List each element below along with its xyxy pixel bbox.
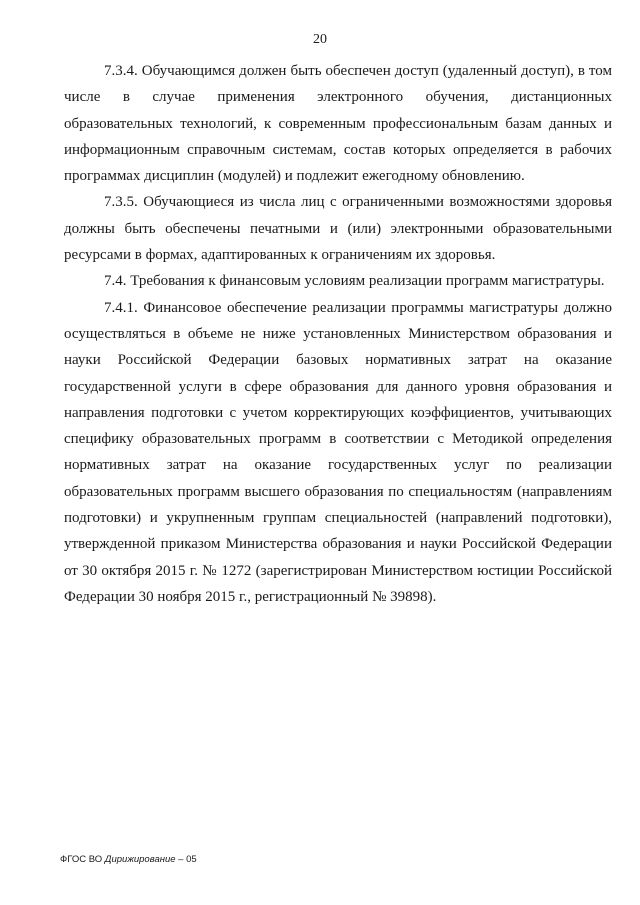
footer-prefix: ФГОС ВО	[60, 854, 105, 865]
footer-suffix: – 05	[175, 854, 197, 865]
paragraph-7-4-1: 7.4.1. Финансовое обеспечение реализации программы магистратуры должно осуществляться в объеме не ниже установленных Министерством образования и науки Российской Федерации базовых нормативных затрат на оказание государственной услуги в сфере образования для данного уровня образования и направления подготовки с учетом корректирующих коэффициентов, учитывающих специфику образовательных программ в соответствии с Методикой определения нормативных затрат на оказание государственных услуг по реализации образовательных программ высшего образования по специальностям (направлениям подготовки) и укрупненным группам специальностей (направлений подготовки), утвержденной приказом Министерства образования и науки Российской Федерации от 30 октября 2015 г. № 1272 (зарегистрирован Министерством юстиции Российской Федерации 30 ноября 2015 г., регистрационный № 39898).	[64, 299, 612, 605]
paragraph-7-3-5: 7.3.5. Обучающиеся из числа лиц с ограниченными возможностями здоровья должны быть обеспечены печатными и (или) электронными образовательными ресурсами в формах, адаптированных к ограничениям их здоровья.	[64, 194, 612, 264]
page-number: 20	[313, 32, 327, 47]
footer-title: Дирижирование	[104, 854, 176, 865]
document-body	[64, 58, 612, 610]
paragraph-7-4: 7.4. Требования к финансовым условиям реализации программ магистратуры.	[104, 273, 605, 290]
page-footer	[60, 854, 197, 865]
paragraph-7-3-4: 7.3.4. Обучающимся должен быть обеспечен доступ (удаленный доступ), в том числе в случае применения электронного обучения, дистанционных образовательных технологий, к современным профессиональным базам данных и информационным справочным системам, состав которых определяется в рабочих программах дисциплин (модулей) и подлежит ежегодному обновлению.	[64, 63, 612, 185]
